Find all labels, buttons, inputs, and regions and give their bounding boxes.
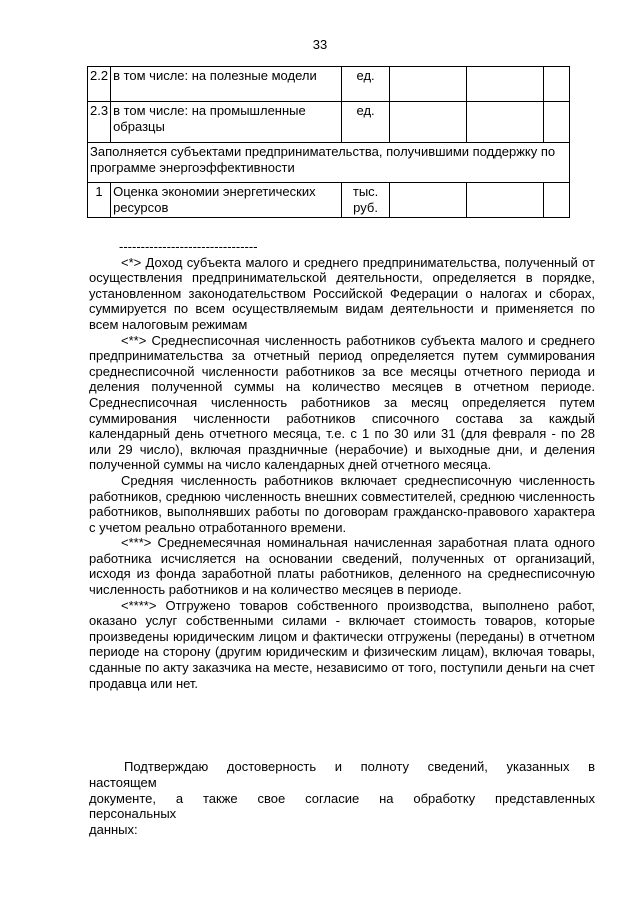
- table-row: [88, 102, 570, 143]
- footnote-separator: --------------------------------: [119, 239, 258, 254]
- value-cell: [467, 183, 544, 218]
- footnote-average-headcount: <**> Среднесписочная численность работников субъекта малого и среднего предпринимательства за отчетный период определяется путем суммирования среднесписочной численности работников за все месяцы отчетного периода и деления полученной суммы на количество месяцев в отчетном периоде. Среднесписочная численность работников за месяц определяется путем суммирования численности работников списочного состава за каждый календарный день отчетного месяца, т.е. с 1 по 30 или 31 (для февраля - по 28 или 29 число), включая праздничные (нерабочие) и выходные дни, и деления полученной суммы на число календарных дней отчетного месяца.: [89, 332, 595, 473]
- value-cell: [467, 67, 544, 102]
- row-name: Оценка экономии энергетических ресурсов: [111, 183, 342, 218]
- row-unit: ед.: [342, 67, 390, 102]
- row-number: 2.2: [88, 67, 111, 102]
- indicators-table: [87, 66, 570, 218]
- table-row: [88, 183, 570, 218]
- row-number: 2.3: [88, 102, 111, 143]
- value-cell: [544, 102, 570, 143]
- row-name: в том числе: на полезные модели: [111, 67, 342, 102]
- confirmation-line: персональных: [89, 806, 177, 822]
- section-heading: Заполняется субъектами предпринимательства, получившими поддержку по программе энергоэффективности: [88, 143, 570, 183]
- value-cell: [467, 102, 544, 143]
- row-name: в том числе: на промышленные образцы: [111, 102, 342, 143]
- confirmation-line: документе, а также свое согласие на обработку представленных: [89, 790, 595, 806]
- value-cell: [544, 67, 570, 102]
- confirmation-line: Подтверждаю достоверность и полноту сведений, указанных в: [124, 759, 595, 774]
- footnote-shipped-goods: <****> Отгружено товаров собственного производства, выполнено работ, оказано услуг собственными силами - включает стоимость товаров, которые произведены юридическим лицом и фактически отгружены (переданы) в отчетном периоде на сторону (другим юридическим и физическим лицам), включая товары, сданные по акту заказчика на месте, независимо от того, поступили деньги на счет продавца или нет.: [89, 597, 595, 691]
- footnotes: [89, 239, 595, 691]
- value-cell: [390, 102, 467, 143]
- row-unit: тыс. руб.: [342, 183, 390, 218]
- confirmation-statement: [89, 759, 595, 838]
- section-row: [88, 143, 570, 183]
- footnote-salary: <***> Среднемесячная номинальная начисленная заработная плата одного работника исчисляется на основании сведений, полученных от организаций, исходя из фонда заработной платы работников, деленного на среднесписочную численность работников и на количество месяцев в периоде.: [89, 535, 595, 598]
- table-row: [88, 67, 570, 102]
- confirmation-line: настоящем: [89, 774, 157, 790]
- value-cell: [390, 67, 467, 102]
- confirmation-line: данных:: [89, 822, 138, 838]
- value-cell: [544, 183, 570, 218]
- footnote-average-number: Средняя численность работников включает среднесписочную численность работников, среднюю численность внешних совместителей, среднюю численность работников, выполнявших работы по договорам гражданско-правового характера с учетом реально отработанного времени.: [89, 472, 595, 535]
- row-number: 1: [88, 183, 111, 218]
- row-unit: ед.: [342, 102, 390, 143]
- page-number: 33: [312, 37, 328, 52]
- value-cell: [390, 183, 467, 218]
- footnote-income: <*> Доход субъекта малого и среднего предпринимательства, полученный от осуществления предпринимательской деятельности, определяется в порядке, установленном законодательством Российской Федерации о налогах и сборах, суммируется по всем осуществляемым видам деятельности и применяется по всем налоговым режимам: [89, 254, 595, 332]
